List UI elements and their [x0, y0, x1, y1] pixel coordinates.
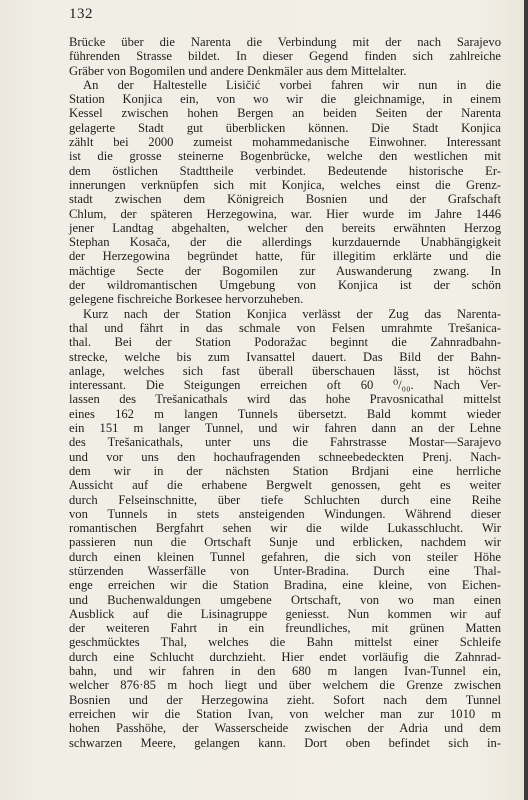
- text-line: der Herzegowina begründet hatte, für illegitim erklärte und die: [69, 249, 501, 264]
- text-line: durch Felseinschnitte, über tiefe Schluchten durch eine Reihe: [69, 492, 501, 507]
- text-line: enge erreichen wir die Station Bradina, eine kleine, von Eichen-: [69, 578, 501, 593]
- text-line: strecke, welche bis zum Ivansattel dauert. Das Bild der Bahn-: [69, 349, 501, 364]
- text-line: der weiteren Fahrt in ein freundliches, mit grünen Matten: [69, 621, 501, 636]
- text-line: geschmücktes Thal, welches die Bahn mittelst einer Schleife: [69, 635, 501, 650]
- text-line: romantischen Bergfahrt sehen wir die wilde Lukasschlucht. Wir: [69, 521, 501, 536]
- page-number: 132: [69, 6, 93, 22]
- text-line: stadt zwischen dem Königreich Bosnien und der Grafschaft: [69, 192, 501, 207]
- text-line: innerungen verknüpfen sich mit Konjica, welches einst die Grenz-: [69, 177, 501, 192]
- text-line: mächtige Secte der Bogomilen zur Auswanderung zwang. In: [69, 263, 501, 278]
- text-line: Bosnien und der Herzegowina zieht. Sofort nach dem Tunnel: [69, 692, 501, 707]
- text-line: bahn, und wir fahren in den 680 m langen Ivan-Tunnel ein,: [69, 664, 501, 679]
- text-line: dem wir in der nächsten Station Brdjani eine herrliche: [69, 463, 501, 478]
- text-line: Station Konjica ein, von wo wir die gleichnamige, in einem: [69, 92, 501, 107]
- text-line: welcher 876·85 m hoch liegt und über welchem die Grenze zwischen: [69, 678, 501, 693]
- text-line: des Trešanicathals, unter uns die Fahrstrasse Mostar—Sarajevo: [69, 435, 501, 450]
- book-spine-edge: [524, 0, 528, 800]
- text-line: ist die grosse steinerne Bogenbrücke, welche den westlichen mit: [69, 149, 501, 164]
- text-line: Ausblick auf die Lisinagruppe geniesst. Nun kommen wir auf: [69, 606, 501, 621]
- text-line: passieren nun die Ortschaft Sunje und erblicken, nachdem wir: [69, 535, 501, 550]
- text-line: führenden Strasse bildet. In dieser Gegend finden sich zahlreiche: [69, 49, 501, 64]
- text-line: Gräber von Bogomilen und andere Denkmäler aus dem Mittelalter.: [69, 63, 407, 78]
- text-line: dem östlichen Stadttheile verbindet. Bedeutende historische Er-: [69, 163, 501, 178]
- text-line: eines 162 m langen Tunnels übersetzt. Bald kommt wieder: [69, 406, 501, 421]
- text-line: gelagerte Stadt gut überblicken können. Die Stadt Konjica: [69, 120, 501, 135]
- text-line: Brücke über die Narenta die Verbindung mit der nach Sarajevo: [69, 35, 501, 49]
- text-line: und Buchenwaldungen umgebene Ortschaft, von wo man einen: [69, 592, 501, 607]
- text-line: thal und fährt in das schmale von Felsen umrahmte Trešanica-: [69, 320, 501, 335]
- text-line: durch einen kleinen Tunnel gefahren, die sich von steiler Höhe: [69, 549, 501, 564]
- text-line: Chlum, der späteren Herzegowina, war. Hier wurde im Jahre 1446: [69, 206, 501, 221]
- text-line: schwarzen Meere, gelangen kann. Dort oben befindet sich in-: [69, 735, 501, 750]
- text-line: von Tunnels in stets ansteigenden Windungen. Während dieser: [69, 506, 501, 521]
- text-line: und vor uns den hochaufragenden schneebedeckten Prenj. Nach-: [69, 449, 501, 464]
- text-line: interessant. Die Steigungen erreichen oft 60 ⁰/₀₀. Nach Ver-: [69, 378, 501, 393]
- text-line: lassen des Trešanicathals wird das hohe Pravosnicathal mittelst: [69, 392, 501, 407]
- text-line: anlage, welches sich fast überall überschauen lässt, ist höchst: [69, 363, 501, 378]
- text-line: thal. Bei der Station Podoražac beginnt die Zahnradbahn-: [69, 335, 501, 350]
- text-line: Kessel zwischen hohen Bergen an beiden Seiten der Narenta: [69, 106, 501, 121]
- body-text: [69, 35, 501, 750]
- text-line: der wildromantischen Umgebung von Konjica ist der schön: [69, 278, 501, 293]
- text-line: Stephan Kosača, der die allerdings kurzdauernde Unabhängigkeit: [69, 235, 501, 250]
- text-line: An der Haltestelle Lisičić vorbei fahren wir nun in die: [83, 77, 501, 92]
- text-line: zählt bei 2000 zumeist mohammedanische Einwohner. Interessant: [69, 135, 501, 150]
- text-line: hohen Passhöhe, der Wasserscheide zwischen der Adria und dem: [69, 721, 501, 736]
- text-line: ein 151 m langer Tunnel, und wir fahren dann an der Lehne: [69, 421, 501, 436]
- text-line: durch eine Schlucht durchzieht. Hier endet vorläufig die Zahnrad-: [69, 649, 501, 664]
- text-line: erreichen wir die Station Ivan, von welcher man zur 1010 m: [69, 706, 501, 721]
- text-line: Kurz nach der Station Konjica verlässt der Zug das Narenta-: [83, 306, 501, 321]
- text-line: gelegene fischreiche Borkesee hervorzuheben.: [69, 292, 304, 307]
- text-line: jener Landtag abgehalten, welcher den bereits erwähnten Herzog: [69, 220, 501, 235]
- text-line: Aussicht auf die erhabene Bergwelt genossen, geht es weiter: [69, 478, 501, 493]
- text-line: stürzenden Wasserfälle von Unter-Bradina. Durch eine Thal-: [69, 563, 501, 578]
